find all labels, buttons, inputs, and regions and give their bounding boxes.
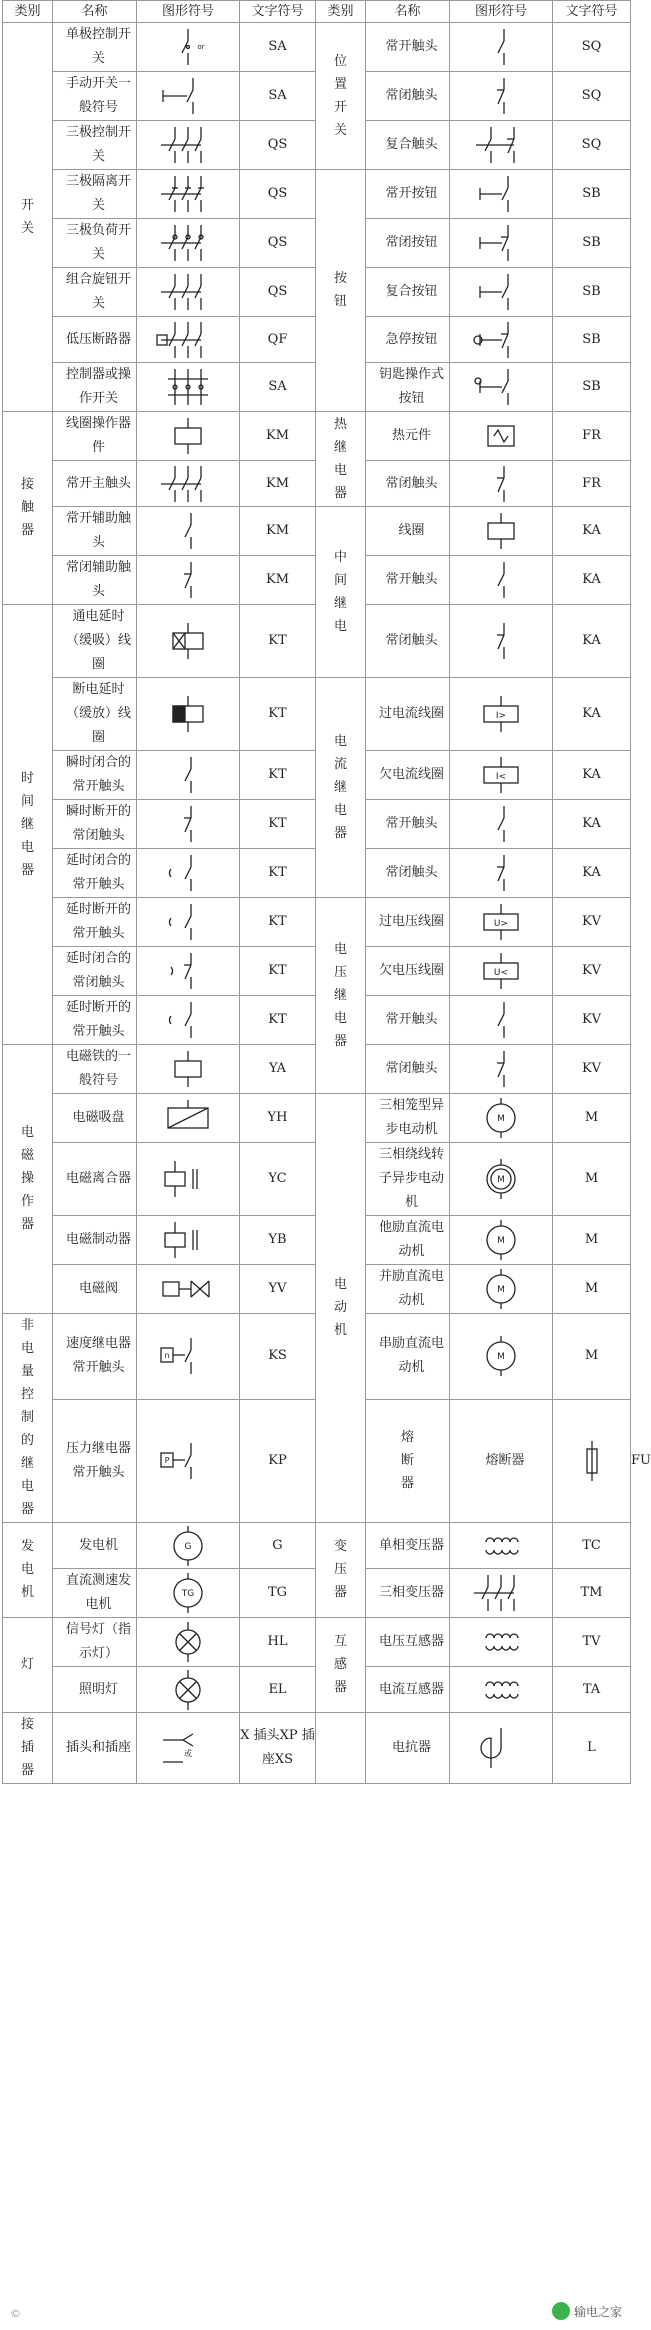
no-main-contact-icon — [137, 461, 240, 507]
symbol-name: 电流互感器 — [366, 1667, 450, 1713]
symbol-name: 发电机 — [53, 1523, 137, 1569]
symbol-code: KT — [240, 996, 316, 1045]
delay-open-no-icon — [137, 898, 240, 947]
symbol-code: TV — [553, 1618, 631, 1667]
three-pole-load-switch-icon — [137, 219, 240, 268]
svg-text:TG: TG — [181, 1589, 195, 1600]
symbol-name: 电抗器 — [366, 1713, 450, 1784]
off-delay-coil-icon — [137, 678, 240, 751]
symbol-name: 熔断器 — [450, 1399, 553, 1523]
symbol-code: X 插头XP 插座XS — [240, 1713, 316, 1784]
delay-open-no2-icon — [137, 996, 240, 1045]
header-name-left: 名称 — [53, 1, 137, 23]
category-cell-left — [3, 1618, 53, 1713]
category-label: 按钮 — [333, 271, 347, 310]
category-label: 位置开关 — [333, 53, 347, 138]
symbol-name: 插头和插座 — [53, 1713, 137, 1784]
symbol-name: 断电延时（缓放）线圈 — [53, 678, 137, 751]
category-label: 电动机 — [333, 1277, 347, 1339]
lighting-lamp-icon — [137, 1667, 240, 1713]
category-cell-right — [316, 898, 366, 1094]
symbol-code: SQ — [553, 121, 631, 170]
symbol-code: KM — [240, 556, 316, 605]
voltage-nc-contact-icon — [450, 1045, 553, 1094]
category-cell-right — [316, 507, 366, 678]
symbol-name: 电磁离合器 — [53, 1143, 137, 1216]
symbol-code: KT — [240, 678, 316, 751]
symbol-name: 延时断开的常开触头 — [53, 898, 137, 947]
symbol-code: SB — [553, 219, 631, 268]
symbol-code: KA — [553, 507, 631, 556]
table-row — [3, 1618, 631, 1667]
symbol-code: M — [553, 1143, 631, 1216]
header-name-right: 名称 — [366, 1, 450, 23]
symbol-code: KT — [240, 751, 316, 800]
svg-text:M: M — [497, 1285, 505, 1296]
symbol-name: 电压互感器 — [366, 1618, 450, 1667]
svg-text:M: M — [497, 1352, 505, 1363]
symbol-name: 低压断路器 — [53, 317, 137, 363]
symbol-code: KV — [553, 947, 631, 996]
overvoltage-coil-icon — [450, 898, 553, 947]
symbol-code: EL — [240, 1667, 316, 1713]
circuit-breaker-icon — [137, 317, 240, 363]
symbol-code: QS — [240, 219, 316, 268]
electromagnet-icon — [137, 1045, 240, 1094]
magnetic-brake-icon — [137, 1216, 240, 1265]
category-label: 接触器 — [20, 477, 34, 539]
symbol-name: 延时闭合的常闭触头 — [53, 947, 137, 996]
symbol-name: 常闭辅助触头 — [53, 556, 137, 605]
symbol-code: L — [553, 1713, 631, 1784]
no-button-icon — [450, 170, 553, 219]
symbol-name: 组合旋钮开关 — [53, 268, 137, 317]
fuse-icon — [553, 1399, 631, 1523]
category-label: 开关 — [20, 197, 34, 236]
symbol-code: SB — [553, 268, 631, 317]
symbol-code: G — [240, 1523, 316, 1569]
category-cell-right — [316, 1523, 366, 1618]
separately-excited-dc-motor-icon — [450, 1216, 553, 1265]
thermal-element-icon — [450, 412, 553, 461]
symbol-name: 常闭触头 — [366, 1045, 450, 1094]
symbol-code: QF — [240, 317, 316, 363]
solenoid-valve-icon — [137, 1265, 240, 1314]
symbol-name: 常闭触头 — [366, 605, 450, 678]
category-cell-left — [3, 1523, 53, 1618]
nc-button-icon — [450, 219, 553, 268]
watermark-corner: © — [10, 2307, 21, 2320]
category-label: 时间继电器 — [20, 770, 34, 878]
category-cell-right — [316, 170, 366, 412]
symbol-name: 过电流线圈 — [366, 678, 450, 751]
pressure-relay-contact-icon — [137, 1399, 240, 1523]
symbol-code: TM — [553, 1569, 631, 1618]
symbol-code: M — [553, 1094, 631, 1143]
symbol-code: FR — [553, 461, 631, 507]
symbol-code: KA — [553, 605, 631, 678]
header-code-left: 文字符号 — [240, 1, 316, 23]
header-symbol-left: 图形符号 — [137, 1, 240, 23]
instant-no-contact-icon — [137, 751, 240, 800]
symbol-name: 手动开关一般符号 — [53, 72, 137, 121]
symbol-name: 他励直流电动机 — [366, 1216, 450, 1265]
coil-icon — [137, 412, 240, 461]
signal-lamp-icon — [137, 1618, 240, 1667]
svg-text:or: or — [197, 43, 205, 51]
symbol-name: 延时断开的常开触头 — [53, 996, 137, 1045]
svg-text:或: 或 — [184, 1749, 192, 1759]
symbol-code: SB — [553, 170, 631, 219]
symbol-code: TG — [240, 1569, 316, 1618]
symbol-code: KA — [553, 800, 631, 849]
current-transformer-icon — [450, 1667, 553, 1713]
symbol-code: QS — [240, 268, 316, 317]
symbol-code: M — [553, 1265, 631, 1314]
symbol-name: 电磁阀 — [53, 1265, 137, 1314]
header-symbol-right: 图形符号 — [450, 1, 553, 23]
symbol-name: 复合触头 — [366, 121, 450, 170]
symbol-name: 单极控制开关 — [53, 23, 137, 72]
svg-text:I>: I> — [495, 711, 507, 722]
symbol-code: KA — [553, 678, 631, 751]
category-cell-left — [3, 605, 53, 1045]
symbol-name: 常开触头 — [366, 800, 450, 849]
symbol-name: 急停按钮 — [366, 317, 450, 363]
tachogenerator-icon — [137, 1569, 240, 1618]
symbol-name: 常开触头 — [366, 996, 450, 1045]
svg-text:U<: U< — [493, 968, 509, 979]
symbol-name: 压力继电器常开触头 — [53, 1399, 137, 1523]
undercurrent-coil-icon — [450, 751, 553, 800]
symbol-code: KP — [240, 1399, 316, 1523]
symbol-code: KT — [240, 849, 316, 898]
symbol-code: YV — [240, 1265, 316, 1314]
symbol-name: 常开主触头 — [53, 461, 137, 507]
symbol-name: 控制器或操作开关 — [53, 363, 137, 412]
symbol-name: 线圈 — [366, 507, 450, 556]
symbol-name: 常开触头 — [366, 23, 450, 72]
symbol-code: KV — [553, 898, 631, 947]
no-aux-contact-icon — [137, 507, 240, 556]
category-label: 非电量控制的继电器 — [20, 1318, 34, 1518]
reactor-icon — [450, 1713, 553, 1784]
category-label: 电压继电器 — [333, 941, 347, 1049]
symbol-name: 三相笼型异步电动机 — [366, 1094, 450, 1143]
symbol-code: M — [553, 1216, 631, 1265]
symbol-name: 串励直流电动机 — [366, 1314, 450, 1399]
symbol-code: KM — [240, 507, 316, 556]
symbol-name: 照明灯 — [53, 1667, 137, 1713]
category-cell-left — [3, 1713, 53, 1784]
symbol-code: YB — [240, 1216, 316, 1265]
relay-nc-contact-icon — [450, 605, 553, 678]
relay-no-contact-icon — [450, 556, 553, 605]
symbol-name: 通电延时（缓吸）线圈 — [53, 605, 137, 678]
symbol-name: 并励直流电动机 — [366, 1265, 450, 1314]
svg-text:M: M — [497, 1236, 505, 1247]
rotary-switch-icon — [137, 268, 240, 317]
controller-switch-icon — [137, 363, 240, 412]
symbol-name: 三极负荷开关 — [53, 219, 137, 268]
current-nc-contact-icon — [450, 849, 553, 898]
symbol-name: 单相变压器 — [366, 1523, 450, 1569]
symbol-name: 三极控制开关 — [53, 121, 137, 170]
symbol-code: YC — [240, 1143, 316, 1216]
delay-close-nc-icon — [137, 947, 240, 996]
category-cell-right — [316, 1618, 366, 1713]
header-code-right: 文字符号 — [553, 1, 631, 23]
generator-icon — [137, 1523, 240, 1569]
svg-text:n: n — [164, 1351, 170, 1361]
symbol-name: 电磁吸盘 — [53, 1094, 137, 1143]
single-pole-switch-icon — [137, 23, 240, 72]
manual-switch-icon — [137, 72, 240, 121]
header-row — [3, 1, 631, 23]
key-button-icon — [450, 363, 553, 412]
nc-aux-contact-icon — [137, 556, 240, 605]
plug-socket-icon — [137, 1713, 240, 1784]
symbol-code: SA — [240, 23, 316, 72]
svg-text:M: M — [497, 1175, 505, 1186]
category-label: 熔断器 — [400, 1429, 414, 1491]
symbol-name: 瞬时闭合的常开触头 — [53, 751, 137, 800]
category-cell-left — [3, 412, 53, 605]
emergency-stop-icon — [450, 317, 553, 363]
svg-text:U>: U> — [493, 919, 509, 930]
voltage-no-contact-icon — [450, 996, 553, 1045]
table-row — [3, 678, 631, 751]
symbol-name: 速度继电器常开触头 — [53, 1314, 137, 1399]
category-cell-right — [366, 1399, 450, 1523]
on-delay-coil-icon — [137, 605, 240, 678]
symbol-code: SB — [553, 317, 631, 363]
voltage-transformer-icon — [450, 1618, 553, 1667]
symbol-name: 常闭触头 — [366, 72, 450, 121]
limit-compound-contact-icon — [450, 121, 553, 170]
symbol-code: TC — [553, 1523, 631, 1569]
speed-relay-contact-icon — [137, 1314, 240, 1399]
category-label: 接插器 — [20, 1717, 34, 1779]
table-row: 压力继电器常开触头 P KP 熔断器 熔断器 FU — [3, 1399, 631, 1523]
current-no-contact-icon — [450, 800, 553, 849]
symbol-code: YA — [240, 1045, 316, 1094]
category-label: 电流继电器 — [333, 733, 347, 841]
symbol-name: 常闭按钮 — [366, 219, 450, 268]
symbol-name: 热元件 — [366, 412, 450, 461]
category-cell-left — [3, 1314, 53, 1523]
symbol-name: 三相绕线转子异步电动机 — [366, 1143, 450, 1216]
category-label: 中间继电 — [333, 549, 347, 634]
instant-nc-contact-icon — [137, 800, 240, 849]
symbol-name: 常开按钮 — [366, 170, 450, 219]
symbol-code: KV — [553, 1045, 631, 1094]
watermark-text: 输电之家 — [573, 2304, 622, 2319]
symbol-name: 复合按钮 — [366, 268, 450, 317]
category-cell-right — [316, 23, 366, 170]
electrical-symbol-table — [2, 0, 651, 1784]
series-dc-motor-icon — [450, 1314, 553, 1399]
table-row — [3, 1094, 631, 1143]
symbol-name: 电磁制动器 — [53, 1216, 137, 1265]
symbol-name: 直流测速发电机 — [53, 1569, 137, 1618]
symbol-name: 常闭触头 — [366, 849, 450, 898]
symbol-code: TA — [553, 1667, 631, 1713]
symbol-code: M — [553, 1314, 631, 1399]
table-row — [3, 898, 631, 947]
symbol-code: KV — [553, 996, 631, 1045]
three-phase-transformer-icon — [450, 1569, 553, 1618]
table-row — [3, 1713, 631, 1784]
symbol-code: SA — [240, 363, 316, 412]
undervoltage-coil-icon — [450, 947, 553, 996]
relay-coil-icon — [450, 507, 553, 556]
category-cell-left — [3, 1045, 53, 1314]
three-pole-switch-icon — [137, 121, 240, 170]
symbol-code: SB — [553, 363, 631, 412]
symbol-code: KT — [240, 605, 316, 678]
category-cell-left — [3, 23, 53, 412]
symbol-code: KS — [240, 1314, 316, 1399]
category-label: 互感器 — [333, 1634, 347, 1696]
symbol-name: 三相变压器 — [366, 1569, 450, 1618]
category-cell-right — [316, 1713, 366, 1784]
symbol-name: 常开辅助触头 — [53, 507, 137, 556]
symbol-code: FR — [553, 412, 631, 461]
brand-logo-icon — [552, 2302, 570, 2320]
symbol-code: KA — [553, 751, 631, 800]
symbol-name: 欠电流线圈 — [366, 751, 450, 800]
symbol-code: YH — [240, 1094, 316, 1143]
symbol-code: KT — [240, 800, 316, 849]
symbol-name: 过电压线圈 — [366, 898, 450, 947]
delay-close-no-icon — [137, 849, 240, 898]
symbol-code: KM — [240, 412, 316, 461]
symbol-name: 瞬时断开的常闭触头 — [53, 800, 137, 849]
symbol-code: SA — [240, 72, 316, 121]
symbol-name: 常开触头 — [366, 556, 450, 605]
symbol-code: HL — [240, 1618, 316, 1667]
symbol-name: 信号灯（指示灯） — [53, 1618, 137, 1667]
shunt-dc-motor-icon — [450, 1265, 553, 1314]
symbol-name: 常闭触头 — [366, 461, 450, 507]
table-row — [3, 170, 631, 219]
symbol-code: KA — [553, 849, 631, 898]
wound-rotor-motor-icon — [450, 1143, 553, 1216]
category-label: 发电机 — [20, 1539, 34, 1601]
symbol-name: 钥匙操作式按钮 — [366, 363, 450, 412]
symbol-code: KM — [240, 461, 316, 507]
table-row — [3, 507, 631, 556]
category-cell-right — [316, 1094, 366, 1523]
three-pole-isolator-icon — [137, 170, 240, 219]
magnetic-chuck-icon — [137, 1094, 240, 1143]
symbol-name: 欠电压线圈 — [366, 947, 450, 996]
magnetic-clutch-icon — [137, 1143, 240, 1216]
svg-text:G: G — [184, 1541, 192, 1552]
header-category-left: 类别 — [3, 1, 53, 23]
symbol-code: QS — [240, 121, 316, 170]
svg-text:P: P — [164, 1455, 170, 1465]
header-category-right: 类别 — [316, 1, 366, 23]
symbol-name: 延时闭合的常开触头 — [53, 849, 137, 898]
symbol-name: 三极隔离开关 — [53, 170, 137, 219]
category-cell-right — [316, 678, 366, 898]
single-phase-transformer-icon — [450, 1523, 553, 1569]
symbol-code: SQ — [553, 72, 631, 121]
thermal-nc-contact-icon — [450, 461, 553, 507]
symbol-code: KT — [240, 898, 316, 947]
category-label: 电磁操作器 — [20, 1125, 34, 1233]
table-row — [3, 412, 631, 461]
compound-button-icon — [450, 268, 553, 317]
category-cell-right — [316, 412, 366, 507]
limit-no-contact-icon — [450, 23, 553, 72]
overcurrent-coil-icon — [450, 678, 553, 751]
table-row — [3, 23, 631, 72]
category-label: 变压器 — [333, 1539, 347, 1601]
symbol-name: 电磁铁的一般符号 — [53, 1045, 137, 1094]
symbol-code: QS — [240, 170, 316, 219]
symbol-name: 线圈操作器件 — [53, 412, 137, 461]
limit-nc-contact-icon — [450, 72, 553, 121]
table-row — [3, 1523, 631, 1569]
symbol-code: KT — [240, 947, 316, 996]
category-label: 热继电器 — [333, 416, 347, 501]
watermark — [552, 2302, 622, 2320]
symbol-code: SQ — [553, 23, 631, 72]
svg-text:I<: I< — [495, 772, 507, 783]
category-label: 灯 — [20, 1657, 34, 1673]
svg-text:M: M — [497, 1114, 505, 1125]
symbol-code: KA — [553, 556, 631, 605]
cage-motor-icon — [450, 1094, 553, 1143]
